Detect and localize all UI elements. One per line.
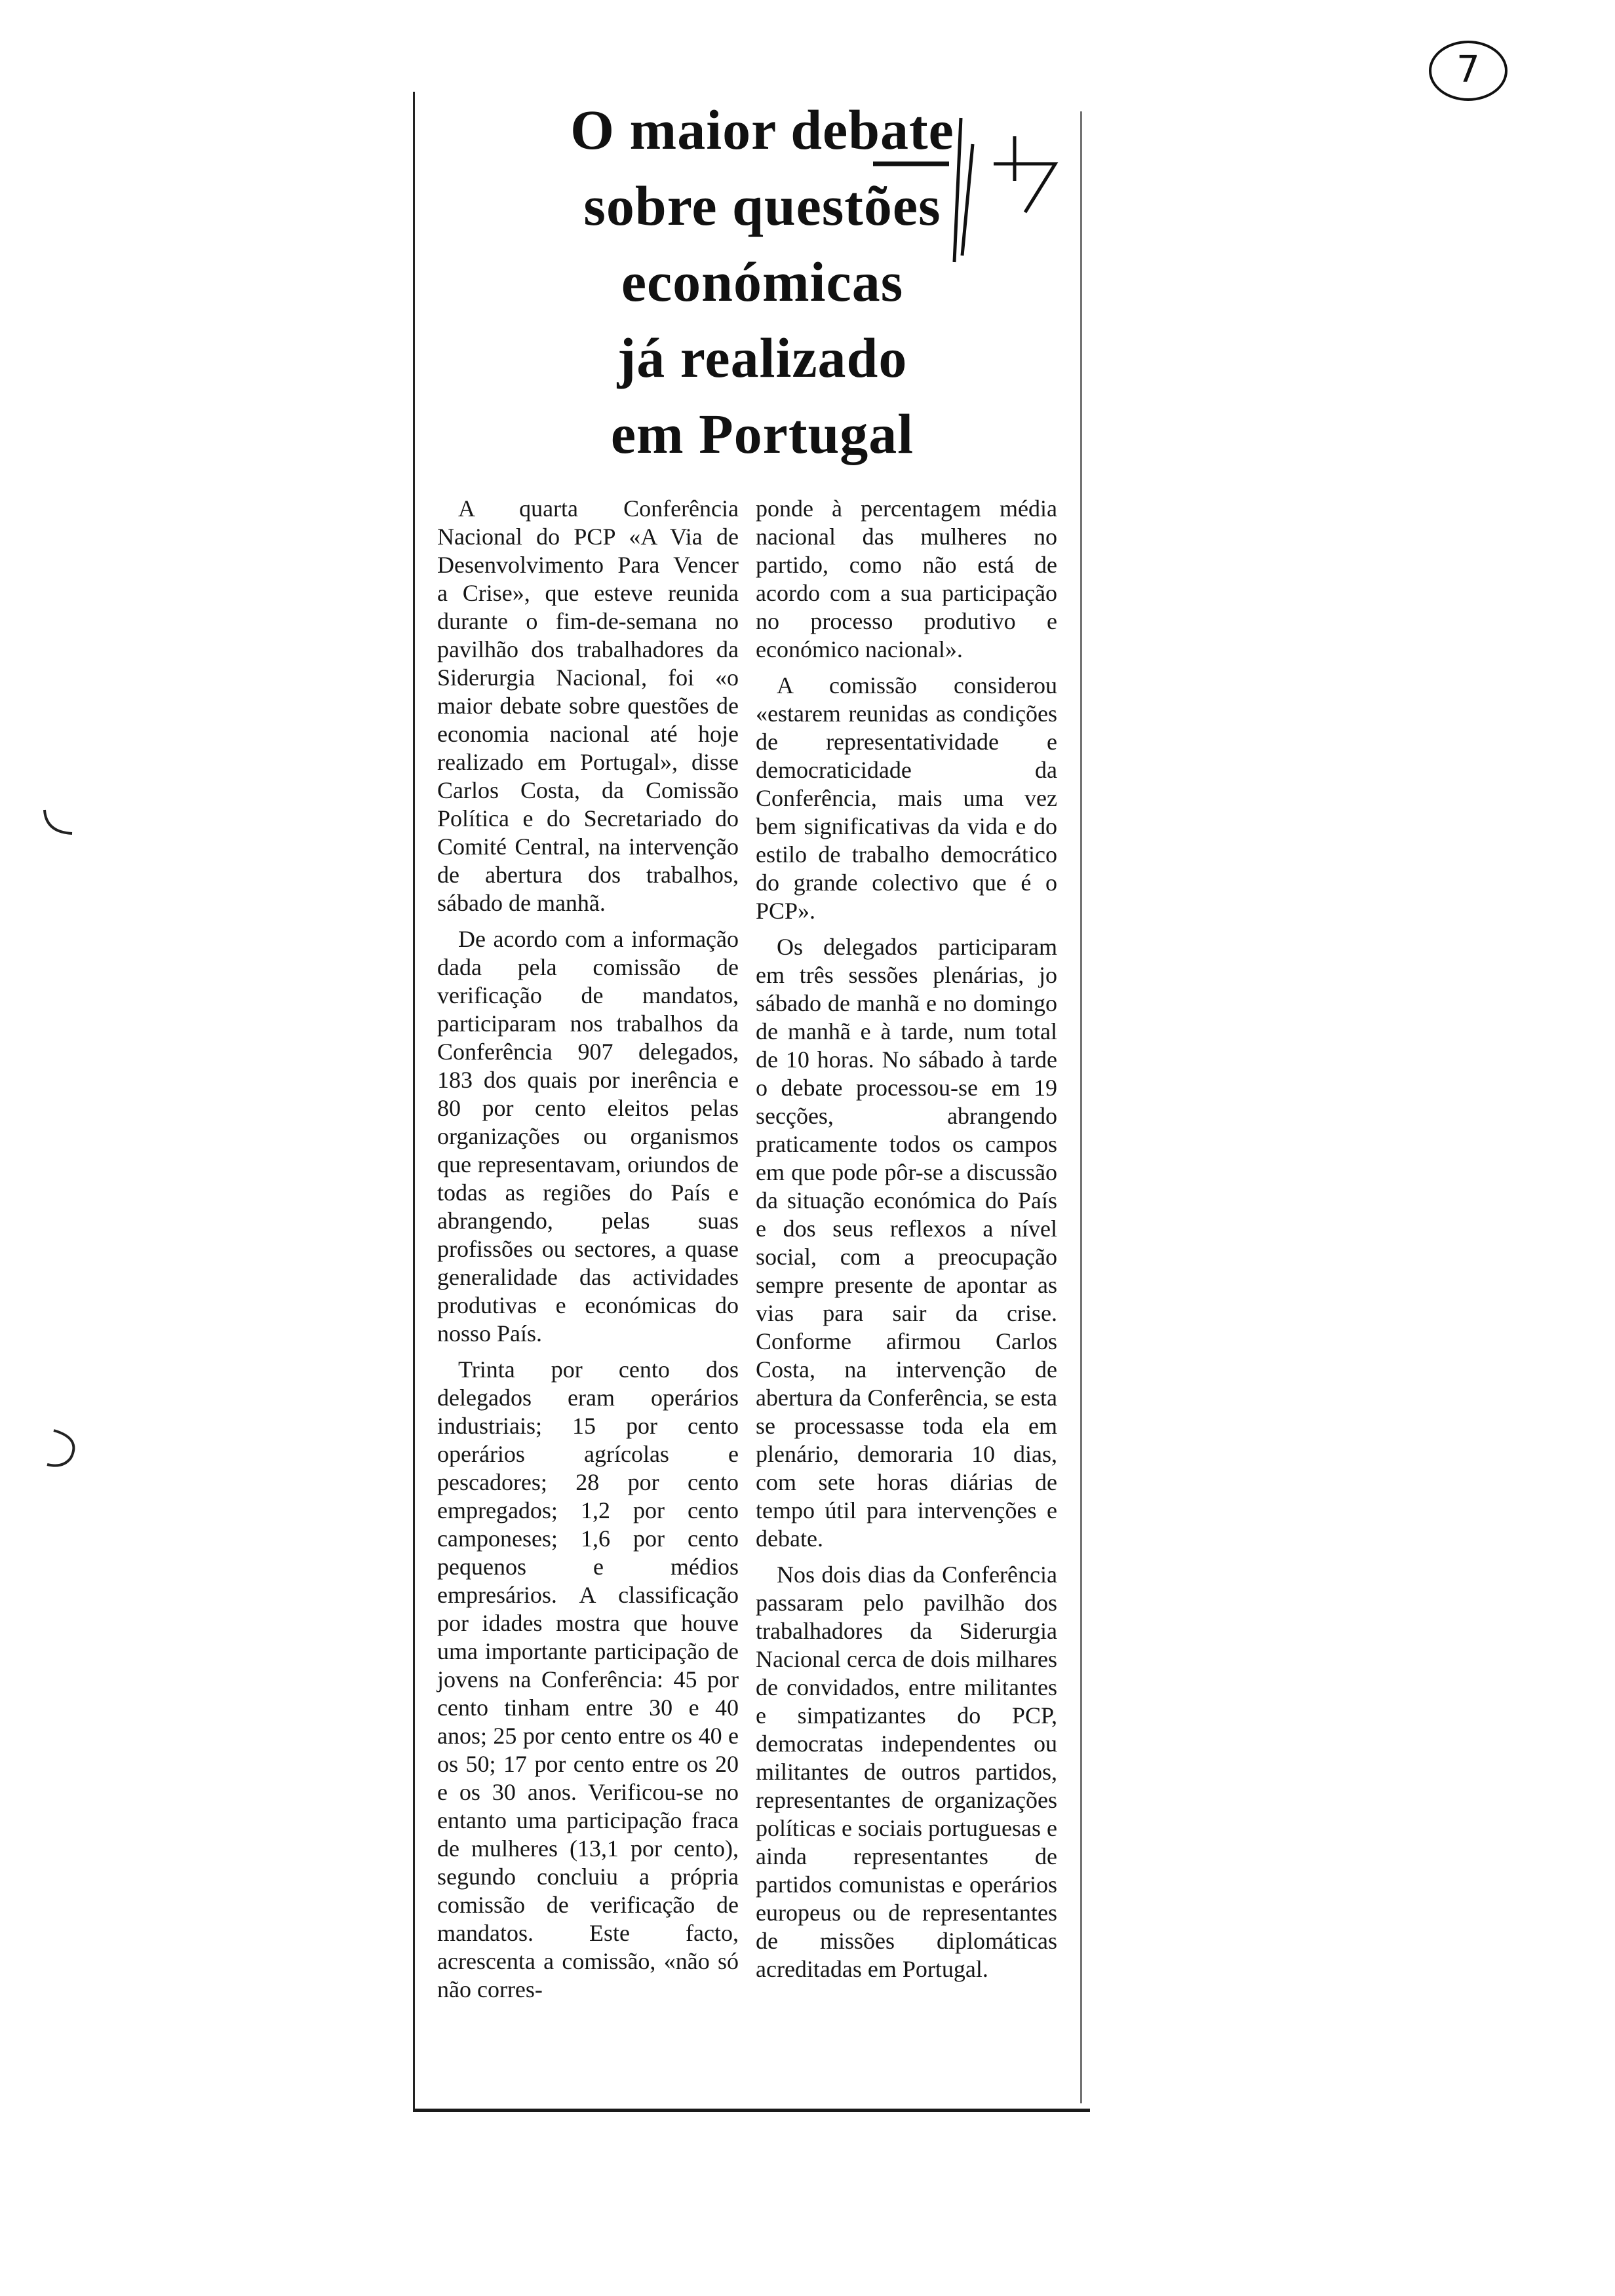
punch-mark-bottom-icon — [41, 1425, 93, 1478]
headline-line: em Portugal — [610, 402, 914, 465]
punch-mark-top-icon — [39, 806, 85, 845]
paragraph: Trinta por cento dos delegados eram operários industriais; 15 por cento operários agrícolas e pescadores; 28 por cento empregados; 1,2 por cento camponeses; 1,6 por cento pequenos e médios empresários. A classificação por idades mostra que houve uma importante participação de jovens na Conferência: 45 por cento tinham entre 30 e 40 anos; 25 por cento entre os 40 e os 50; 17 por cento entre os 20 e os 30 anos. Verificou-se no entanto uma participação fraca de mulheres (13,1 por cento), segundo concluiu a própria comissão de verificação de mandatos. Este facto, acrescenta a comissão, «não só não corres- — [437, 1356, 739, 2002]
paragraph: A quarta Conferência Nacional do PCP «A Via de Desenvolvimento Para Vencer a Crise», que esteve reunida durante o fim-de-semana no pavilhão dos trabalhadores da Siderurgia Nacional, foi «o maior debate sobre questões de economia nacional até hoje realizado em Portugal», disse Carlos Costa, da Comissão Política e do Secretariado do Comité Central, na intervenção de abertura dos trabalhos, sábado de manhã. — [437, 495, 739, 916]
headline-line: já realizado — [617, 326, 908, 389]
paragraph: De acordo com a informação dada pela comissão de verificação de mandatos, participaram nos trabalhos da Conferência 907 delegados, 183 dos quais por inerência e 80 por cento eleitos pelas organizações ou organismos que representavam, oriundos de todas as regiões do País e abrangendo, pelas suas profissões ou sectores, a quase generalidade das actividades produtivas e económicas do nosso País. — [437, 926, 739, 1347]
paragraph: Nos dois dias da Conferência passaram pelo pavilhão dos trabalhadores da Siderurgia Nacional cerca de dois milhares de convidados, entre militantes e simpatizantes do PCP, democratas independentes ou militantes de outros partidos, representantes de organizações políticas e sociais portuguesas e ainda representantes de partidos comunistas e operários europeus ou de representantes de missões diplomáticas acreditadas em Portugal. — [756, 1561, 1057, 1982]
headline-line: sobre questões — [583, 174, 941, 237]
headline-line: económicas — [621, 250, 904, 313]
article-column-right — [756, 495, 1057, 1991]
clipping-right-edge — [1080, 111, 1082, 2103]
article-column-left — [437, 495, 739, 2012]
paragraph: ponde à percentagem média nacional das mulheres no partido, como não está de acordo com a sua participação no processo produtivo e económico nacional». — [756, 495, 1057, 662]
paragraph: A comissão considerou «estarem reunidas as condições de representatividade e democraticidade da Conferência, mais uma vez bem significativas da vida e do estilo de trabalho democrático do grande colectivo que é o PCP». — [756, 672, 1057, 924]
paragraph: Os delegados participaram em três sessões plenárias, jo sábado de manhã e no domingo de manhã e à tarde, num total de 10 horas. No sábado à tarde o debate processou-se em 19 secções, abrangendo praticamente todos os campos em que pode pôr-se a discussão da situação económica do País e dos seus reflexos a nível social, com a preocupação sempre presente de apontar as vias para sair da crise. Conforme afirmou Carlos Costa, na intervenção de abertura da Conferência, se esta se processasse toda ela em plenário, demoraria 10 dias, com sete horas diárias de tempo útil para intervenções e debate. — [756, 934, 1057, 1552]
newspaper-clipping — [413, 92, 1090, 2112]
handwritten-annotation-icon — [865, 98, 1081, 282]
headline-line: O maior debate — [570, 98, 954, 161]
circled-page-number: 7 — [1429, 41, 1508, 101]
